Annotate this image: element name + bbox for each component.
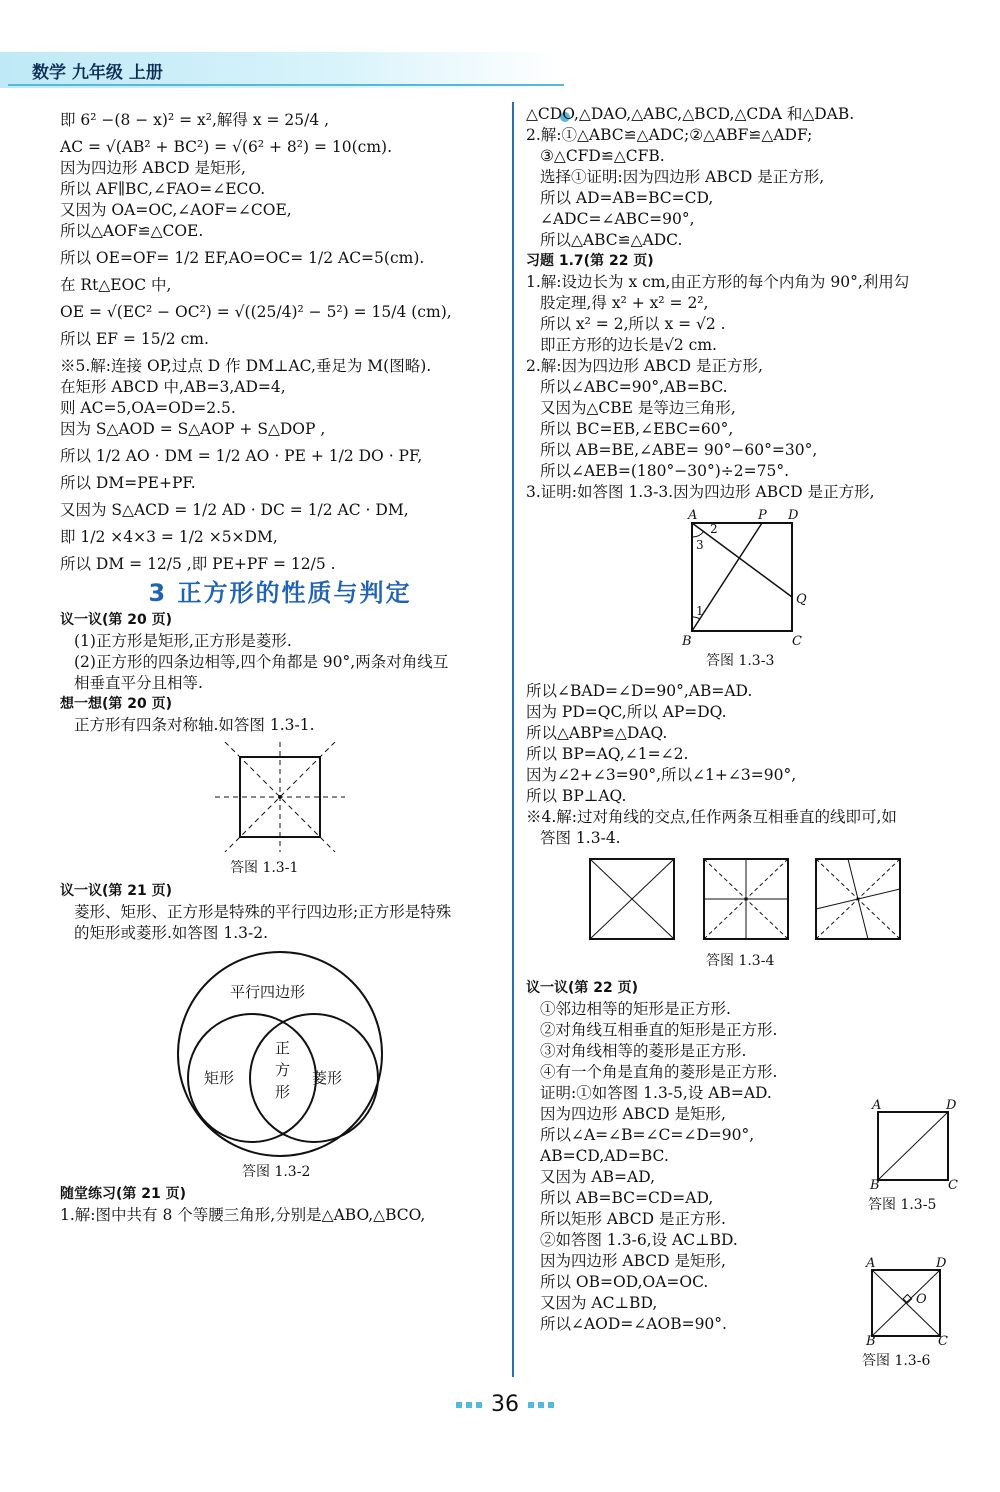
figure-1-3-3 xyxy=(676,509,816,679)
text-line: 因为四边形 ABCD 是矩形, xyxy=(540,1252,726,1270)
text-line: 所以∠ABC=90°,AB=BC. xyxy=(540,378,728,396)
text-line: 所以△ABC≌△ADC. xyxy=(540,231,683,249)
text-line: ①邻边相等的矩形是正方形. xyxy=(540,1000,731,1018)
text-line: 所以 EF = 15/2 cm. xyxy=(60,330,209,348)
text-line: △CDO,△DAO,△ABC,△BCD,△CDA 和△DAB. xyxy=(526,105,855,123)
text-line: 所以 1/2 AO · DM = 1/2 AO · PE + 1/2 DO · PF, xyxy=(60,447,423,465)
left-column xyxy=(60,110,500,1226)
label-d: D xyxy=(788,508,799,523)
text-line: 所以∠AEB=(180°−30°)÷2=75°. xyxy=(540,462,789,480)
label-c: C xyxy=(948,1178,958,1193)
text-line: ※5.解:连接 OP,过点 D 作 DM⊥AC,垂足为 M(图略). xyxy=(60,357,432,375)
text-line: 证明:①如答图 1.3-5,设 AB=AD. xyxy=(540,1084,772,1102)
text-line: 所以 BP⊥AQ. xyxy=(526,787,627,805)
figure-caption: 答图 1.3-4 xyxy=(706,953,775,969)
text-line: ③对角线相等的菱形是正方形. xyxy=(540,1042,747,1060)
text-line: AB=CD,AD=BC. xyxy=(540,1147,669,1165)
label-a: A xyxy=(872,1098,882,1113)
text-line: 即正方形的边长是√2 cm. xyxy=(540,336,717,354)
figure-caption: 答图 1.3-6 xyxy=(862,1353,931,1369)
text-line: 所以 x² = 2,所以 x = √2 . xyxy=(540,315,726,333)
text-line: 的矩形或菱形.如答图 1.3-2. xyxy=(74,924,269,942)
column-divider xyxy=(512,102,514,1377)
text-line: 因为四边形 ABCD 是矩形, xyxy=(540,1105,726,1123)
page-number-area xyxy=(440,1392,570,1417)
text-line: 菱形、矩形、正方形是特殊的平行四边形;正方形是特殊 xyxy=(74,903,452,921)
text-line: 答图 1.3-4. xyxy=(540,829,621,847)
text-line: 所以∠A=∠B=∠C=∠D=90°, xyxy=(540,1126,755,1144)
text-line: 即 6² −(8 − x)² = x²,解得 x = 25/4 , xyxy=(60,111,330,129)
text-line: 1.解:设边长为 x cm,由正方形的每个内角为 90°,利用勾 xyxy=(526,273,910,291)
label-d: D xyxy=(946,1098,957,1113)
header-rule xyxy=(8,84,564,86)
text-line: ②如答图 1.3-6,设 AC⊥BD. xyxy=(540,1231,738,1249)
figure-1-3-1 xyxy=(210,742,500,879)
text-line: 所以 AF∥BC,∠FAO=∠ECO. xyxy=(60,180,266,198)
text-line: 则 AC=5,OA=OD=2.5. xyxy=(60,399,236,417)
figure-1-3-4 xyxy=(586,855,971,972)
venn-label-rhombus: 菱形 xyxy=(312,1069,343,1087)
text-line: 所以∠AOD=∠AOB=90°. xyxy=(540,1315,727,1333)
label-a: A xyxy=(866,1256,876,1271)
text-line: 所以 BP=AQ,∠1=∠2. xyxy=(526,745,689,763)
subsection-heading: 习题 1.7(第 22 页) xyxy=(526,253,654,269)
text-line: 所以 OB=OD,OA=OC. xyxy=(540,1273,709,1291)
text-line: 所以 AD=AB=BC=CD, xyxy=(540,189,714,207)
text-line: ∠ADC=∠ABC=90°, xyxy=(540,210,695,228)
text-line: 相垂直平分且相等. xyxy=(74,674,203,692)
label-p: P xyxy=(758,508,767,523)
venn-label-rectangle: 矩形 xyxy=(204,1069,235,1087)
subsection-heading: 议一议(第 22 页) xyxy=(526,980,639,996)
label-d: D xyxy=(936,1256,947,1271)
text-line: 所以矩形 ABCD 是正方形. xyxy=(540,1210,726,1228)
text-line: 因为四边形 ABCD 是矩形, xyxy=(60,159,246,177)
text-line: 3.证明:如答图 1.3-3.因为四边形 ABCD 是正方形, xyxy=(526,483,875,501)
label-angle-3: 3 xyxy=(696,538,704,552)
label-b: B xyxy=(682,634,692,649)
text-line: AC = √(AB² + BC²) = √(6² + 8²) = 10(cm). xyxy=(60,138,393,156)
text-line: 正方形有四条对称轴.如答图 1.3-1. xyxy=(74,716,315,734)
text-line: 又因为 S△ACD = 1/2 AD · DC = 1/2 AC · DM, xyxy=(60,501,409,519)
text-line: 所以 AB=BE,∠ABE= 90°−60°=30°, xyxy=(540,441,818,459)
text-line: ③△CFD≌△CFB. xyxy=(540,147,665,165)
text-line: 在矩形 ABCD 中,AB=3,AD=4, xyxy=(60,378,286,396)
label-o: O xyxy=(916,1292,927,1307)
text-line: 所以 OE=OF= 1/2 EF,AO=OC= 1/2 AC=5(cm). xyxy=(60,249,425,267)
text-line: 所以∠BAD=∠D=90°,AB=AD. xyxy=(526,682,753,700)
text-line: 又因为 OA=OC,∠AOF=∠COE, xyxy=(60,201,292,219)
figure-1-3-5 xyxy=(868,1096,978,1216)
label-q: Q xyxy=(796,592,807,607)
text-line: 又因为△CBE 是等边三角形, xyxy=(540,399,736,417)
figure-caption: 答图 1.3-5 xyxy=(868,1197,937,1213)
subsection-heading: 议一议(第 20 页) xyxy=(60,612,173,628)
text-line: 选择①证明:因为四边形 ABCD 是正方形, xyxy=(540,168,825,186)
page-number: 36 xyxy=(491,1392,519,1417)
venn-label-square-2: 方 xyxy=(275,1061,291,1079)
label-b: B xyxy=(866,1334,876,1349)
label-c: C xyxy=(792,634,802,649)
text-line: 又因为 AB=AD, xyxy=(540,1168,655,1186)
label-angle-2: 2 xyxy=(710,522,718,536)
text-line: 即 1/2 ×4×3 = 1/2 ×5×DM, xyxy=(60,528,278,546)
text-line: (2)正方形的四条边相等,四个角都是 90°,两条对角线互 xyxy=(74,653,449,671)
left-block-a xyxy=(60,110,500,350)
section-title: 3 正方形的性质与判定 xyxy=(148,579,412,607)
text-line: 因为 S△AOD = S△AOP + S△DOP , xyxy=(60,420,326,438)
label-a: A xyxy=(688,508,698,523)
text-line: ②对角线互相垂直的矩形是正方形. xyxy=(540,1021,778,1039)
text-line: 又因为 AC⊥BD, xyxy=(540,1294,658,1312)
text-line: 因为∠2+∠3=90°,所以∠1+∠3=90°, xyxy=(526,766,797,784)
venn-label-square-1: 正 xyxy=(275,1039,291,1057)
figure-caption: 答图 1.3-1 xyxy=(230,860,299,876)
text-line: 1.解:图中共有 8 个等腰三角形,分别是△ABO,△BCO, xyxy=(60,1206,426,1224)
figure-caption: 答图 1.3-3 xyxy=(706,653,775,669)
symmetry-axes-diagram xyxy=(210,742,350,852)
left-block-b xyxy=(60,356,500,575)
text-line: 2.解:因为四边形 ABCD 是正方形, xyxy=(526,357,763,375)
text-line: 股定理,得 x² + x² = 2², xyxy=(540,294,709,312)
text-line: 所以△AOF≌△COE. xyxy=(60,222,204,240)
text-line: 2.解:①△ABC≌△ADC;②△ABF≌△ADF; xyxy=(526,126,813,144)
text-line: 所以△ABP≌△DAQ. xyxy=(526,724,668,742)
label-angle-1: 1 xyxy=(696,604,704,618)
text-line: (1)正方形是矩形,正方形是菱形. xyxy=(74,632,292,650)
subsection-heading: 随堂练习(第 21 页) xyxy=(60,1186,187,1202)
text-line: ※4.解:过对角线的交点,任作两条互相垂直的线即可,如 xyxy=(526,808,897,826)
text-line: 所以 DM=PE+PF. xyxy=(60,474,196,492)
figure-caption: 答图 1.3-2 xyxy=(242,1164,311,1180)
text-line: 因为 PD=QC,所以 AP=DQ. xyxy=(526,703,727,721)
header-title: 数学 九年级 上册 xyxy=(32,63,163,83)
text-line: 所以 AB=BC=CD=AD, xyxy=(540,1189,714,1207)
page-header xyxy=(0,52,560,88)
subsection-heading: 议一议(第 21 页) xyxy=(60,883,173,899)
label-b: B xyxy=(870,1178,880,1193)
perpendicular-lines-diagram xyxy=(586,855,926,945)
text-line: 在 Rt△EOC 中, xyxy=(60,276,172,294)
venn-label-parallelogram: 平行四边形 xyxy=(230,983,306,1001)
figure-1-3-2 xyxy=(170,950,390,1182)
subsection-heading: 想一想(第 20 页) xyxy=(60,696,173,712)
venn-label-square-3: 形 xyxy=(275,1083,291,1101)
figure-1-3-6 xyxy=(862,1254,972,1374)
label-c: C xyxy=(938,1334,948,1349)
text-line: 所以 BC=EB,∠EBC=60°, xyxy=(540,420,734,438)
text-line: OE = √(EC² − OC²) = √((25/4)² − 5²) = 15/4 (cm), xyxy=(60,303,452,321)
text-line: ④有一个角是直角的菱形是正方形. xyxy=(540,1063,778,1081)
text-line: 所以 DM = 12/5 ,即 PE+PF = 12/5 . xyxy=(60,555,336,573)
